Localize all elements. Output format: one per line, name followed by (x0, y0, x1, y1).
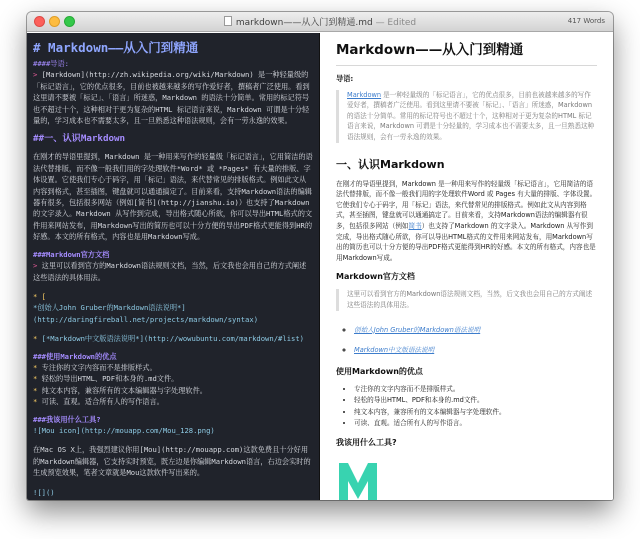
mou-app-icon (336, 455, 380, 500)
preview-pros-list (354, 384, 597, 429)
window-title (27, 15, 613, 28)
mou-logo-icon (336, 455, 380, 500)
list-marker: * (33, 374, 42, 384)
list-marker: * (33, 397, 42, 407)
editor-h1-line[interactable]: # Markdown——从入门到精通 (33, 40, 199, 55)
list-marker: * (33, 385, 42, 395)
title-rule (336, 65, 597, 66)
editor-official-line[interactable] (33, 260, 313, 283)
list-item (354, 325, 597, 336)
preview-paragraph-1-b: ）也支持了Markdown 的文字录入。Markdown 从写作到完成，导出格式随心所欲，你可以导出HTML格式的文件用来网站发布，用Markdown写出的简历也可以十分方便的导出PDF格式更能得到HR的好感。本文的所有格式，内容也是用Markdown写成。 (336, 221, 596, 262)
blockquote-marker: > (33, 70, 38, 80)
preview-lead-text: 是一种轻量级的「标记语言」，它的优点很多，目前也被越来越多的写作爱好者，撰稿者广泛使用。看到这里请不要被「标记」、「语言」所迷惑，Markdown 的语法十分简单。常用的标记符号也不超过十个，这种相对于更为复杂的HTML 标记语言来说，Markdown 可谓是十分轻量的，学习成本也不需要太多，且一旦熟悉这种语法规则，会有一劳永逸的效果。 (347, 90, 595, 141)
editor-h3-pros[interactable]: ###使用Markdown的优点 (33, 351, 117, 361)
title-bar[interactable] (27, 12, 613, 32)
editor-h3-official[interactable]: ###Markdown官方文档 (33, 249, 110, 259)
window-title-text: markdown——从入门到精通.md (235, 18, 373, 28)
edited-indicator: — Edited (372, 18, 417, 28)
preview-h3-pros: 使用Markdown的优点 (336, 366, 423, 376)
preview-links-list (354, 325, 597, 356)
editor-blank-line (33, 479, 313, 487)
editor-h2-line[interactable]: ##一、认识Markdown (33, 133, 126, 145)
editor-list-item[interactable] (33, 385, 313, 396)
list-marker: * [ (33, 291, 46, 301)
list-marker: * (33, 334, 38, 344)
editor-blank-line (33, 436, 313, 444)
editor-link-2[interactable] (33, 333, 313, 344)
editor-official-text: 这里可以看到官方的Markdown语法规则文档，当然，后文我也会用自己的方式阐述这些语法的具体用法。 (33, 261, 307, 282)
editor-image-line[interactable]: ![Mou icon](http://mouapp.com/Mou_128.png) (33, 425, 215, 435)
list-item: • 轻松的导出HTML、PDF和本身的.md文件。 (354, 395, 597, 406)
list-marker: * (33, 362, 42, 372)
preview-paragraph-1 (336, 179, 597, 264)
preview-official-quote: 这里可以看到官方的Markdown语法规则文档，当然，后文我也会用自己的方式阐述这些语法的具体用法。 (336, 289, 597, 310)
app-window (27, 12, 613, 500)
editor-list-text: 可读、直观。适合所有人的写作语言。 (41, 397, 164, 407)
editor-lead-text: [Markdown](http://zh.wikipedia.org/wiki/Markdown) 是一种轻量级的「标记语言」，它的优点很多，目前也被越来越多的写作爱好者，撰稿者广泛使用。看到这里请不要被「标记」、「语言」所迷惑，Markdown 的语法十分简单。常用的标记符号也不超过十个，这种相对于更为复杂的HTML 标记语言来说，Markdown 可谓是十分轻量的，学习成本也不需要太多，且一旦熟悉这种语法规则，会有一劳永逸的效果。 (33, 70, 310, 126)
editor-list-text: 专注你的文字内容而不是排版样式。 (41, 362, 157, 372)
editor-list-item[interactable] (33, 373, 313, 384)
list-item: • 专注你的文字内容而不是排版样式。 (354, 384, 597, 395)
editor-link-1-text: *创始人John Gruber的Markdown语法说明*](http://daringfireball.net/projects/markdown/syntax) (33, 303, 259, 324)
blockquote-marker: > (33, 261, 38, 271)
editor-last-line[interactable]: ![]() (33, 487, 55, 497)
preview-h3-official: Markdown官方文档 (336, 272, 415, 282)
jianshu-link[interactable]: 简书 (408, 221, 422, 230)
preview-pane (320, 33, 613, 500)
word-count: 417 Words (567, 17, 605, 25)
preview-h3-tools: 我该用什么工具? (336, 438, 397, 448)
preview-h2: 一、认识Markdown (336, 157, 445, 171)
editor-link-2-text: [*Markdown中文版语法说明*](http://wowubuntu.com/markdown/#list) (37, 334, 305, 344)
editor-paragraph-1[interactable]: 在刚才的导语里提到，Markdown 是一种用来写作的轻量级「标记语言」，它用简洁的语法代替排版，而不像一般我们用的字处理软件*Word* 或 *Pages* 有大量的排版、字体设置。它使我们专心于码字，用「标记」语法，来代替常见的排版格式。例如此文从内容到格式，甚至插图，键盘就可以通通搞定了。目前来看，支持Markdown语法的编辑器有很多，包括很多网站（例如[简书](http://jianshu.io)）也支持了Markdown 的文字录入。Markdown 从写作到完成，导出格式随心所欲，你可以导出HTML格式的文件用来网站发布，用Markdown写出的简历也可以十分方便的导出PDF格式更能得到HR的好感。本文的所有格式，内容也是用Markdown写成。 (33, 152, 313, 242)
preview-lead-label: 导语: (336, 74, 354, 83)
editor-list-item[interactable] (33, 362, 313, 373)
editor-lead-line[interactable] (33, 69, 313, 126)
markdown-link[interactable]: Markdown (347, 90, 382, 99)
gruber-syntax-link[interactable]: 创始人John Gruber的Markdown语法说明 (354, 325, 481, 334)
list-item: • 纯文本内容，兼容所有的文本编辑器与字处理软件。 (354, 407, 597, 418)
markdown-editor[interactable] (27, 33, 319, 500)
preview-lead-quote (336, 90, 597, 143)
editor-lead-label[interactable]: ####导语: (33, 59, 70, 68)
document-icon (224, 16, 232, 26)
preview-title: Markdown——从入门到精通 (336, 42, 524, 58)
list-item (354, 345, 597, 356)
editor-list-text: 纯文本内容，兼容所有的文本编辑器与字处理软件。 (41, 385, 207, 395)
editor-h3-tools[interactable]: ###我该用什么工具? (33, 414, 101, 424)
editor-list-text: 轻松的导出HTML、PDF和本身的.md文件。 (41, 374, 179, 384)
chinese-syntax-link[interactable]: Markdown中文版语法说明 (354, 346, 435, 355)
editor-list-item[interactable] (33, 396, 313, 407)
editor-link-1[interactable] (33, 291, 313, 325)
list-item: • 可读、直观。适合所有人的写作语言。 (354, 418, 597, 429)
editor-paragraph-2[interactable]: 在Mac OS X上，我强烈建议你用[Mou](http://mouapp.com)这款免费且十分好用的Markdown编辑器，它支持实时预览，既左边是你编辑Markdown语言，右边会实时的生成预览效果，笔者文章就是Mou这款软件写出来的。 (33, 445, 311, 478)
preview-paragraph-1-a: 在刚才的导语里提到，Markdown 是一种用来写作的轻量级「标记语言」，它用简洁的语法代替排版，而不像一般我们用的字处理软件Word 或 Pages 有大量的排版、字体设置。它使我们专心于码字，用「标记」语法，来代替常见的排版格式。例如此文从内容到格式，甚至插图，键盘就可以通通搞定了。目前来看，支持Markdown语法的编辑器有很多，包括很多网站（例如 (336, 179, 597, 230)
